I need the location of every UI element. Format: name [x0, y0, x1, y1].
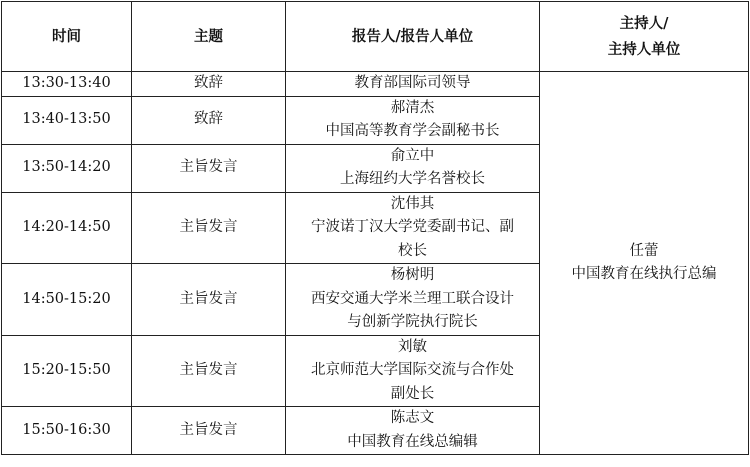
- header-speaker: 报告人/报告人单位: [286, 2, 540, 72]
- speaker-cell: [286, 96, 540, 144]
- time-cell: 13:50-14:20: [2, 144, 132, 192]
- time-cell: 13:40-13:50: [2, 96, 132, 144]
- speaker-cell: [286, 72, 540, 97]
- topic-cell: 主旨发言: [132, 144, 286, 192]
- time-cell: 15:50-16:30: [2, 407, 132, 455]
- host-org: 中国教育在线执行总编: [571, 266, 717, 282]
- header-time: 时间: [2, 2, 132, 72]
- time-cell: 14:50-15:20: [2, 264, 132, 336]
- header-row: [2, 2, 749, 72]
- topic-cell: 致辞: [132, 72, 286, 97]
- topic-cell: 致辞: [132, 96, 286, 144]
- speaker-cell: [286, 407, 540, 455]
- speaker-name: 刘敏: [398, 338, 427, 355]
- header-host-line1: 主持人/: [619, 14, 669, 32]
- topic-cell: 主旨发言: [132, 335, 286, 407]
- topic-cell: 主旨发言: [132, 192, 286, 264]
- table-row: [2, 72, 749, 97]
- agenda-table: [1, 1, 749, 455]
- header-topic: 主题: [132, 2, 286, 72]
- speaker-name: 陈志文: [390, 410, 435, 426]
- speaker-org: 宁波诺丁汉大学党委副书记、副: [311, 219, 514, 235]
- speaker-name: 俞立中: [390, 147, 435, 164]
- host-cell: [540, 72, 749, 455]
- speaker-name: 沈伟其: [390, 195, 435, 212]
- speaker-org-cont: 校长: [398, 242, 427, 259]
- speaker-org: 中国高等教育学会副秘书长: [325, 123, 500, 139]
- topic-cell: 主旨发言: [132, 264, 286, 336]
- speaker-org: 上海纽约大学名誉校长: [340, 171, 485, 187]
- time-cell: 15:20-15:50: [2, 335, 132, 407]
- speaker-cell: [286, 192, 540, 264]
- time-cell: 13:30-13:40: [2, 72, 132, 97]
- topic-cell: 主旨发言: [132, 407, 286, 455]
- speaker-line: 教育部国际司领导: [354, 75, 471, 91]
- header-host: [540, 2, 749, 72]
- speaker-cell: [286, 144, 540, 192]
- speaker-name: 郝清杰: [390, 99, 435, 116]
- speaker-cell: [286, 335, 540, 407]
- speaker-org: 中国教育在线总编辑: [347, 433, 478, 450]
- speaker-org-cont: 与创新学院执行院长: [347, 314, 478, 330]
- host-name: 任蕾: [629, 242, 659, 259]
- header-host-line2: 主持人单位: [607, 40, 681, 58]
- speaker-cell: [286, 264, 540, 336]
- speaker-name: 杨树明: [390, 267, 435, 283]
- time-cell: 14:20-14:50: [2, 192, 132, 264]
- speaker-org-cont: 副处长: [390, 385, 435, 402]
- speaker-org: 北京师范大学国际交流与合作处: [311, 362, 514, 378]
- speaker-org: 西安交通大学米兰理工联合设计: [311, 290, 514, 307]
